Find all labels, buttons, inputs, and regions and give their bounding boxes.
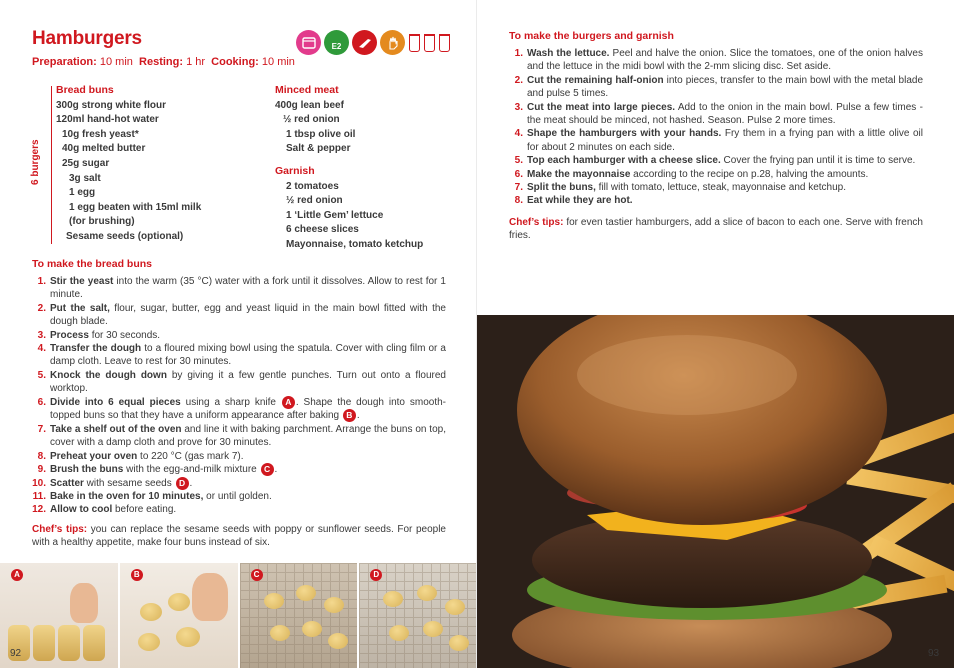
step-photo-c <box>240 563 358 668</box>
ingredient: 1 egg <box>69 187 96 199</box>
step: 4. Shape the hamburgers with your hands. Fry them in a frying pan with a little olive oil for about 2 minutes on each side. <box>514 128 923 153</box>
step: 4. Transfer the dough to a floured mixing bowl using the spatula. Cover with cling film or a damp cloth. Leave to rest for 30 minutes. <box>37 343 446 368</box>
ingredient: ½ red onion <box>283 114 340 126</box>
knife-icon <box>352 30 377 55</box>
ingredient: 2 tomatoes <box>286 180 339 192</box>
ingredient: 1 egg beaten with 15ml milk <box>69 201 202 213</box>
step: 7. Split the buns, fill with tomato, lettuce, steak, mayonnaise and ketchup. <box>514 182 847 194</box>
step: 11. Bake in the oven for 10 minutes, or until golden. <box>32 491 272 503</box>
step: 10. Scatter with sesame seeds D . <box>32 477 193 489</box>
ingredient-heading: Bread buns <box>56 84 114 96</box>
chefs-tips-right: Chef’s tips: for even tastier hamburgers, add a slice of bacon to each one. Serve with french fries. <box>509 217 923 242</box>
bread-buns-method-heading: To make the bread buns <box>32 258 152 270</box>
ingredient: 300g strong white flour <box>56 99 167 111</box>
photo-label: A <box>11 569 23 581</box>
photo-label: D <box>370 569 382 581</box>
ingredient: 40g melted butter <box>62 143 146 155</box>
prep-times <box>32 56 295 68</box>
step: 5. Knock the dough down by giving it a few gentle punches. Turn out onto a floured worktop. <box>37 369 446 395</box>
step: 1. Wash the lettuce. Peel and halve the onion. Slice the tomatoes, one of the onion halves and the lettuce in the midi bowl with the 2-mm slicing disc. Set aside. <box>514 48 923 73</box>
step: 2. Put the salt, flour, sugar, butter, egg and yeast liquid in the main bowl fitted with the dough blade. <box>37 302 446 328</box>
divider <box>51 86 52 244</box>
page-number-right: 93 <box>928 648 940 659</box>
step: 6. Divide into 6 equal pieces using a sharp knife A . Shape the dough into smooth-topped buns so that they have a uniform appearance after baking B . <box>37 396 447 422</box>
step: 12. Allow to cool before eating. <box>32 504 177 516</box>
ingredient-heading: Garnish <box>275 164 315 177</box>
ingredient: Salt & pepper <box>286 143 351 155</box>
ingredient: 10g fresh yeast* <box>62 128 139 140</box>
step: 8. Preheat your oven to 220 °C (gas mark 7). <box>37 450 244 462</box>
step: 3. Process for 30 seconds. <box>37 329 161 341</box>
recipe-icons <box>296 30 450 55</box>
hand-icon <box>380 30 405 55</box>
chefs-tips-left: Chef’s tips: you can replace the sesame seeds with poppy or sunflower seeds. For people with a healthy appetite, make four buns instead of six. <box>32 524 446 549</box>
blade-e2-icon: E2 <box>324 30 349 55</box>
recipe-title: Hamburgers <box>32 28 142 49</box>
rest-label: Resting: <box>139 56 184 68</box>
photo-ref-badge: B <box>343 409 356 422</box>
prep-value: 10 min <box>99 56 133 68</box>
ingredient: 6 cheese slices <box>286 224 359 236</box>
ingredient: 1 ‘Little Gem’ lettuce <box>286 209 384 221</box>
ingredient: (for brushing) <box>69 216 135 228</box>
ingredient: ½ red onion <box>286 195 343 207</box>
step: 9. Brush the buns with the egg-and-milk mixture C . <box>37 463 278 476</box>
step-photo-b <box>120 563 238 668</box>
cook-value: 10 min <box>261 56 295 68</box>
right-page <box>477 0 954 668</box>
dishwasher-icon <box>296 30 321 55</box>
rest-value: 1 hr <box>186 56 206 68</box>
prep-label: Preparation: <box>32 56 97 68</box>
ingredient: 120ml hand-hot water <box>56 114 159 126</box>
bread-buns-steps <box>32 275 446 517</box>
photo-ref-badge: D <box>176 477 189 490</box>
step: 8. Eat while they are hot. <box>514 195 633 207</box>
step: 3. Cut the meat into large pieces. Add to the onion in the main bowl. Pulse a few times - the meat should be minced, not hashed. Season. Pulse 2 more times. <box>514 101 923 127</box>
burgers-method-heading: To make the burgers and garnish <box>509 30 674 42</box>
burgers-steps <box>509 47 923 208</box>
ingredient: Mayonnaise, tomato ketchup <box>286 238 424 250</box>
ingredient: 400g lean beef <box>275 99 344 111</box>
step-photo-d <box>359 563 477 668</box>
ingredient-heading: Minced meat <box>275 84 339 96</box>
ingredient: 3g salt <box>69 172 101 184</box>
photo-label: C <box>251 569 263 581</box>
cup-icon <box>439 34 450 52</box>
burger-photo <box>477 315 954 668</box>
ingredient: Sesame seeds (optional) <box>66 230 184 242</box>
photo-label: B <box>131 569 143 581</box>
cup-icon <box>409 34 420 52</box>
servings: 6 burgers <box>30 139 41 185</box>
step: 2. Cut the remaining half-onion into pieces, transfer to the main bowl with the metal blade and pulse 5 times. <box>514 74 924 100</box>
step: 1. Stir the yeast into the warm (35 °C) water with a fork until it dissolves. Allow to rest for 1 minute. <box>37 276 446 301</box>
cook-label: Cooking: <box>211 56 259 68</box>
ingredient: 1 tbsp olive oil <box>286 128 356 140</box>
bread-buns-ingredients <box>56 83 201 245</box>
page-number-left: 92 <box>10 648 22 659</box>
step: 5. Top each hamburger with a cheese slice. Cover the frying pan until it is time to serve. <box>514 155 916 167</box>
photo-ref-badge: A <box>282 396 295 409</box>
photo-ref-badge: C <box>261 463 274 476</box>
minced-meat-ingredients <box>275 83 423 253</box>
step-photos <box>0 563 477 668</box>
step: 7. Take a shelf out of the oven and line it with baking parchment. Arrange the buns on top, cover with a damp cloth and prove for 30 minutes. <box>37 423 446 449</box>
cup-icon <box>424 34 435 52</box>
step: 6. Make the mayonnaise according to the recipe on p.28, halving the amounts. <box>514 168 869 180</box>
ingredient: 25g sugar <box>62 157 110 169</box>
